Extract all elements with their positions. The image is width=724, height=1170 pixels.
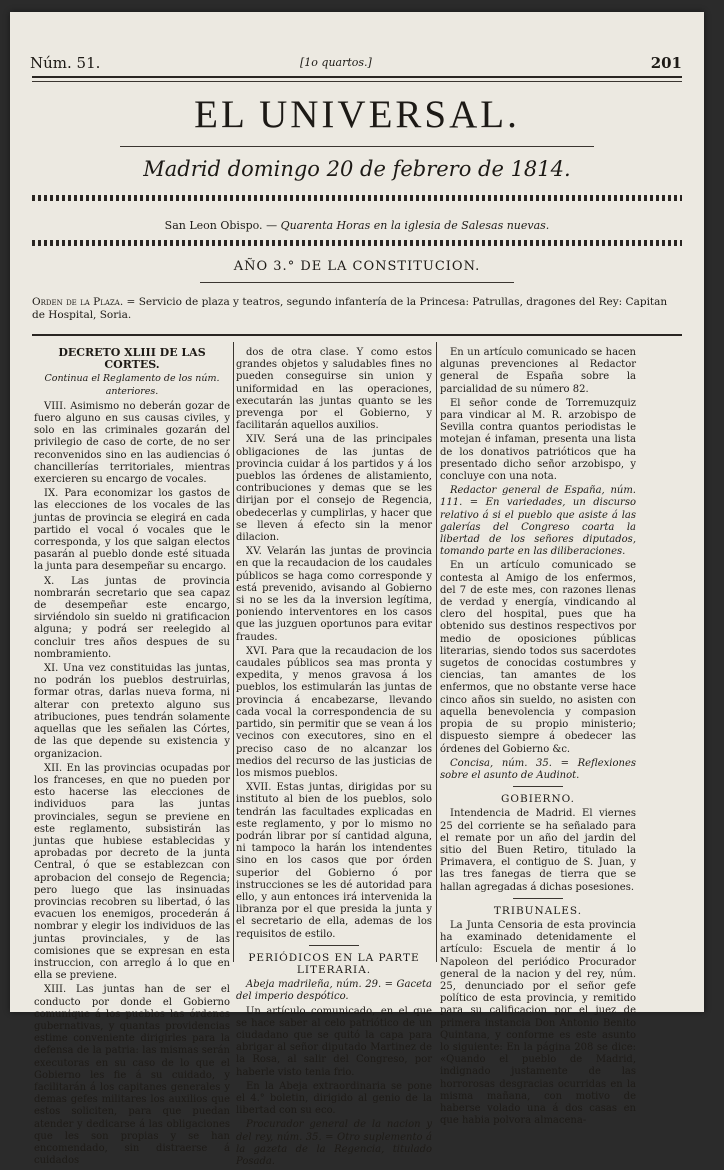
quarenta-horas: Quarenta Horas en la iglesia de Salesas nuevas. [280,219,550,232]
columns-top-rule [32,334,682,336]
paragraph: XIV. Será una de las principales obligaciones de las juntas de provincia cuidar á los partidos y á los pueblos las órdenes de alistamiento, contribuciones y demas que se les dirijan por el consejo de Regencia, obedecerlas y cumplirlas, y hacer que se lleven á efecto sin la menor dilacion. [236,434,432,544]
year-underline [200,282,514,283]
paragraph: Procurador general de la nacion y del rey, núm. 35. = Otro suplemento á la gazeta de la Regencia, titulado Posada. [236,1119,432,1167]
paragraph: XII. En las provincias ocupadas por los franceses, en que no pueden por esto hacerse las elecciones de individuos para las juntas provinciales, segun se previene en este reglamento, subsistirán las juntas que hubiese establecidas y aprobadas por decreto de la junta Central, ó que se establezcan con aprobacion del consejo de Regencia; pero luego que las insinuadas provincias recobren su libertad, ó las evacuen los enemigos, procederán á nombrar y elegir los individuos de las juntas provinciales, y de las comisiones que se expresan en esta instruccion, con arreglo á lo que en ella se previene. [34,762,230,982]
tribunales-heading: TRIBUNALES. [493,904,583,917]
paragraph: El señor conde de Torremuzquiz para vindicar al M. R. arzobispo de Sevilla contra quantos periodistas le motejan é infaman, presenta una lista de los donativos patrióticos que ha presentado dicho señor arzobispo, y concluye con una nota. [440,397,636,483]
paragraph: XV. Velarán las juntas de provincia en que la recaudacion de los caudales públicos se haga como corresponde y está prevenido, avisando al Gobierno si no se les da la inversion legítima, poniendo interventores en los casos que las juzguen oportunos para evitar fraudes. [236,546,432,643]
paragraph: XI. Una vez constituidas las juntas, no podrán los pueblos destruirlas, formar otras, darlas nueva forma, ni alterar con pretexto alguno sus atribuciones, pues tendrán solamente aquellas que les señalen las Córtes, de las que depende su existencia y organizacion. [34,663,230,760]
constitution-year: AÑO 3.° DE LA CONSTITUCION. [233,259,481,274]
column-1 [34,347,230,1169]
top-rule [32,76,682,78]
title-underline [120,146,594,147]
page-number: 201 [650,54,682,72]
paragraph: VIII. Asimismo no deberán gozar de fuero alguno en sus causas civiles, y solo en las criminales gozarán del privilegio de caso de corte, de no ser reconvenidos sino en las audiencias ó chancillerías territoriales, mientras exercieren su encargo de vocales. [34,400,230,486]
periodicos-heading: PERIÓDICOS EN LA PARTE LITERARIA. [248,951,420,976]
paragraph: Intendencia de Madrid. El viernes 25 del corriente se ha señalado para el remate por un año del jardin del sitio del Buen Retiro, titulado la Primavera, el contiguo de S. Juan, y las tres fanegas de tierra que se hallan agregadas á dichas posesiones. [440,808,636,893]
saints-line: San Leon Obispo. — Quarenta Horas en la iglesia de Salesas nuevas. [164,219,550,232]
saint-of-day: San Leon Obispo. [164,219,263,232]
column-3 [440,347,636,1129]
newspaper-page [10,12,704,1167]
orden-label: Orden de la Plaza. [32,296,124,308]
paragraph: Un artículo comunicado, en el que se hace saber al celo patriótico de un ciudadano que se quitó la capa para abrigar al señor diputado Martinez de la Rosa, al salir del Congreso, por haberle visto tenia frio. [236,1005,432,1078]
paragraph: Abeja madrileña, núm. 29. = Gaceta del imperio despótico. [236,979,432,1003]
top-rule-thin [32,81,682,82]
price: [1o quartos.] [300,56,372,69]
section-divider [513,786,563,787]
column-divider-2 [436,342,437,962]
paragraph: IX. Para economizar los gastos de las elecciones de los vocales de las juntas de provincia se elegirá en cada partido el vocal ó vocales que le corresponda, y los que salgan electos pasarán al pueblo donde esté situada la junta para desempeñar su encargo. [34,488,230,573]
paragraph: XVI. Para que la recaudacion de los caudales públicos sea mas pronta y expedita, y menos gravosa á los pueblos, los estimularán las juntas de provincia á encabezarse, llevando cada vocal la correspondencia de su partido, sin permitir que se vean á los vecinos con executores, sino en el preciso caso de no alcanzar los medios del recurso de las justicias de los mismos pueblos. [236,645,432,779]
masthead-title: EL UNIVERSAL. [194,93,520,136]
section-divider [309,945,359,946]
paragraph: La Junta Censoria de esta provincia ha examinado detenidamente el artículo: Escuela de mentir á lo Napoleon del periódico Procurador general de la nacion y del rey, núm. 25, denunciado por el señor gefe político de esta provincia, y remitido para su calificacion por el juez de primera instancia Don Antonio Benito Quintana, y conforme es este asunto lo siguiente: En la página 208 se dice: «Quando el pueblo de Madrid, indignado justamente de las horrorosas desgracias ocurridas en la misma mañana, con motivo de haberse volado una á dos casas en que habia polvora almacena- [440,919,636,1127]
decreto-heading: DECRETO XLIII DE LAS CORTES. [58,346,206,372]
paragraph: X. Las juntas de provincia nombrarán secretario que sea capaz de desempeñar este encargo, sirviéndolo sin sueldo ni gratificacion alguna; y podrá ser reelegido al concluir tres años despues de su nombramiento. [34,575,230,660]
column-divider-1 [233,342,234,962]
paragraph: En un artículo comunicado se hacen algunas prevenciones al Redactor general de España sobre la parcialidad de su número 82. [440,347,636,395]
orden-text: Servicio de plaza y teatros, segundo infantería de la Princesa: Patrullas, dragones del Rey: Capitan de Hospital, Soria. [32,296,668,321]
paragraph: XIII. Las juntas han de ser el conducto por donde el Gobierno comunique á los pueblos las órdenes gubernativas, y quantas providencias estime conveniente dirigirles para la defensa de la patria: las mismas serán executoras en su caso de lo que el Gobierno les fie á su cuidado, y facilitarán á los capitanes generales y demas gefes militares los auxilios que estos soliciten, para que puedan atender y dedicarse á las obligaciones que les son propias y se han encomendado, sin distraerse á cuidados [34,984,230,1167]
decreto-subheading: Continua el Reglamento de los núm. anteriores. [44,373,220,397]
column-2 [236,347,432,1170]
paragraph: dos de otra clase. Y como estos grandes objetos y saludables fines no pueden conseguirse sin union y uniformidad en las operaciones, executarán las juntas quanto se les prevenga por el Gobierno, y facilitarán aquellos auxilios. [236,347,432,432]
paragraph: XVII. Estas juntas, dirigidas por su instituto al bien de los pueblos, solo tendrán las facultades explicadas en este reglamento, y por lo mismo no podrán librar por sí cantidad alguna, ni tampoco la harán los intendentes sino en los casos que por órden superior del Gobierno ó por instrucciones se les dé autoridad para ello, y aun entonces irá intervenida la libranza por el que presida la junta y el secretario de ella, ademas de los requisitos de estilo. [236,782,432,940]
issue-number: Núm. 51. [30,54,101,72]
paragraph: En un artículo comunicado se contesta al Amigo de los enfermos, del 7 de este mes, con razones llenas de verdad y energía, vindicando al clero del hospital, pues que ha obtenido sus destinos respectivos por medio de oposiciones públicas literarias, siendo todos sus sacerdotes sugetos de conocidas costumbres y ciencias, tan amantes de los enfermos, que no obstante verse hace cinco años sin sueldo, no asisten con aquella benevolencia y compasion propia de su propio ministerio; dispuesto siempre á obedecer las órdenes del Gobierno &c. [440,560,636,755]
section-divider [513,898,563,899]
paragraph: Redactor general de España, núm. 111. = En variedades, un discurso relativo á si el pueblo que asiste á las galerías del Congreso coarta la libertad de los señores diputados, tomando parte en las diliberaciones. [440,485,636,558]
dateline: Madrid domingo 20 de febrero de 1814. [143,157,571,181]
paragraph: En la Abeja extraordinaria se pone el 4.° boletin, dirigido al genio de la libertad con su eco. [236,1080,432,1117]
ornamental-rule-1 [32,195,682,201]
gobierno-heading: GOBIERNO. [501,793,575,806]
orden-de-la-plaza: Orden de la Plaza. = Servicio de plaza y teatros, segundo infantería de la Princesa: Patrullas, dragones del Rey: Capitan de Hospital, Soria. [32,296,668,321]
ornamental-rule-2 [32,240,682,246]
paragraph: Concisa, núm. 35. = Reflexiones sobre el asunto de Audinot. [440,757,636,781]
